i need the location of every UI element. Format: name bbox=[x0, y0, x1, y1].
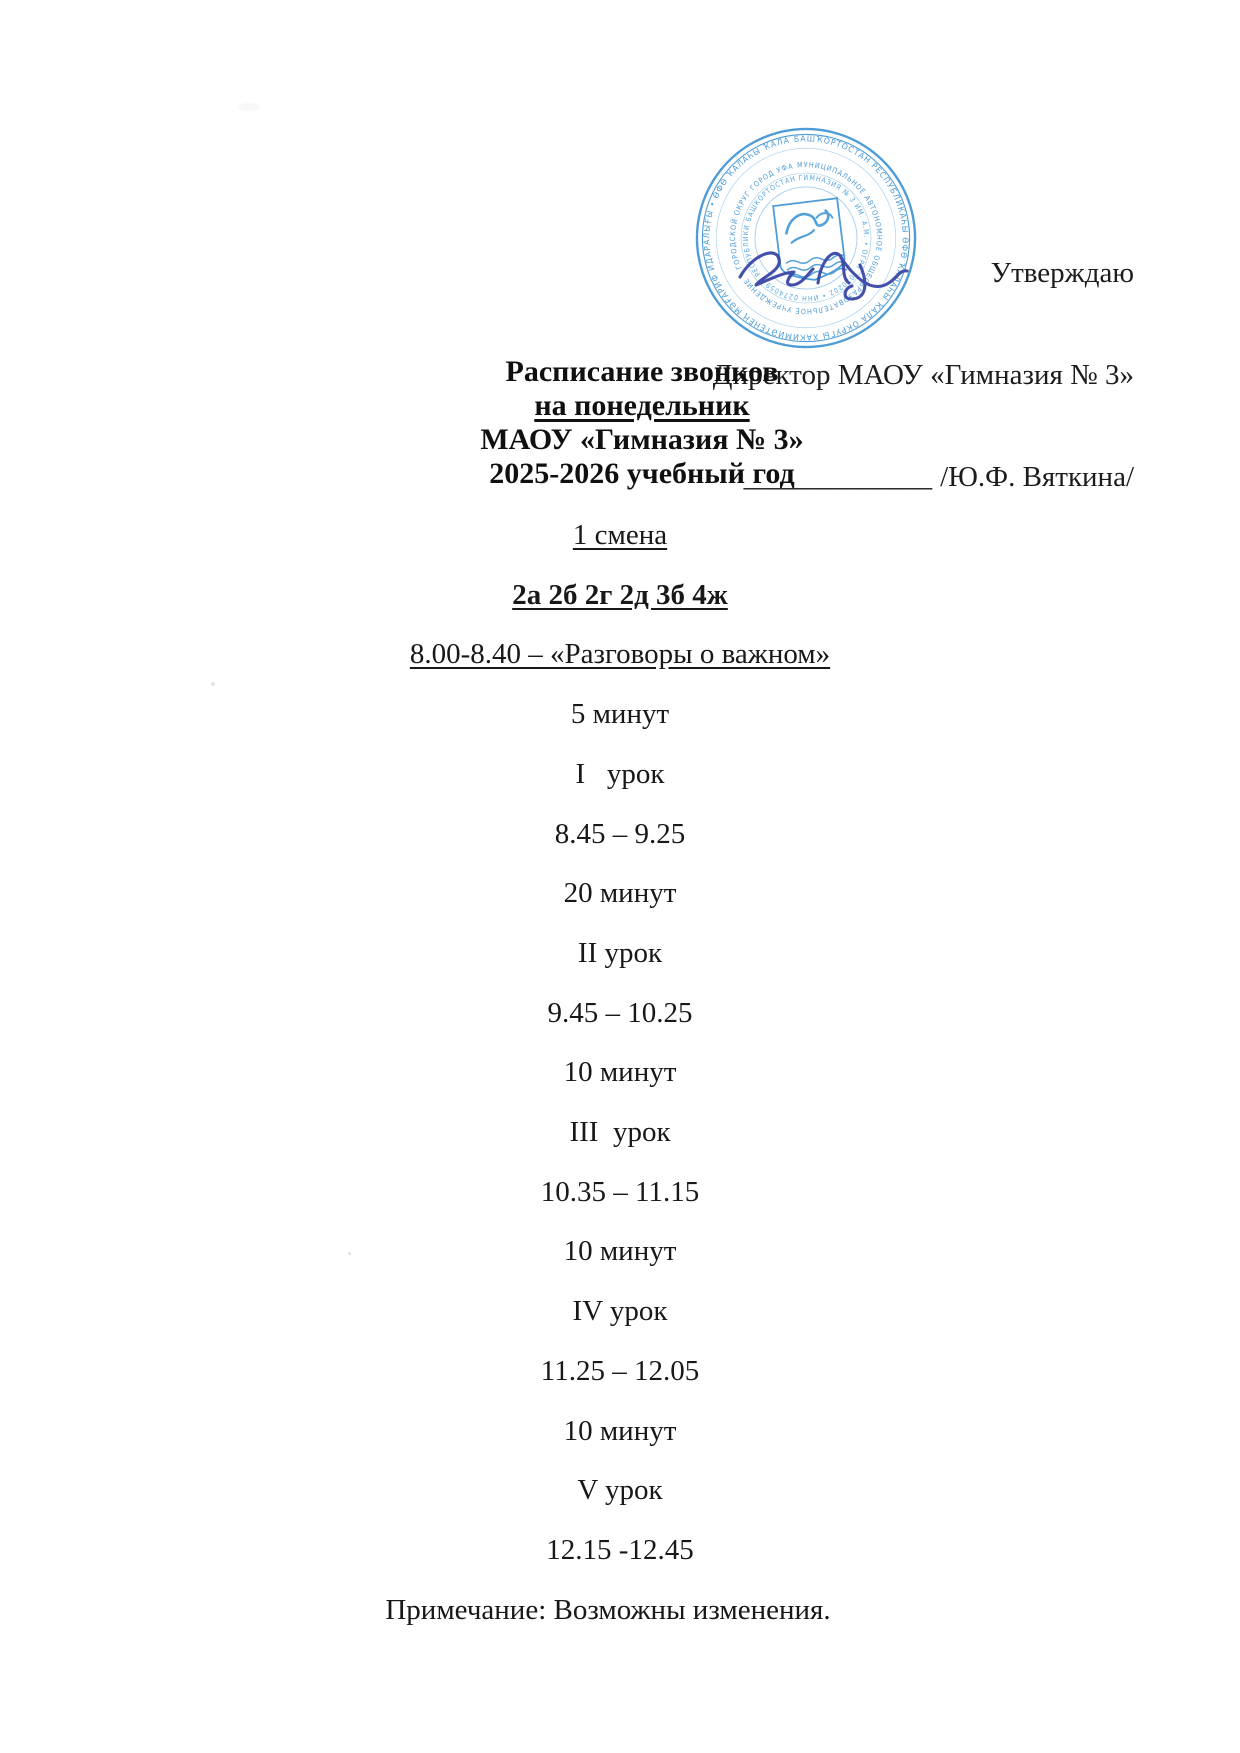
schedule-line: II урок bbox=[577, 936, 663, 969]
schedule-line: 5 минут bbox=[570, 698, 670, 731]
schedule-block bbox=[0, 506, 1240, 1640]
stamp-ring-text-outer: БАШҠОРТОСТАН РЕСПУБЛИКАҺЫ ӨФӨ ҠАЛАҺЫ ҠАЛА ОКРУГЫ ХАКИМИӘТЕНЕҢ МӘҒАРИФ ИДАРАЛЫҒЫ • ӨФӨ ҠАЛАҺЫ ҠАЛА bbox=[701, 133, 911, 343]
schedule-line: IV урок bbox=[572, 1295, 668, 1328]
schedule-line: 8.45 – 9.25 bbox=[554, 817, 686, 850]
stamp-ring-text-2: РЕСПУБЛИКАҺЫ ӨФӨ ҠАЛАҺЫ ХАКИМИӘТЕНЕҢ МӘҒАРИФ ИДАРАЛЫҒЫ • БАШҠОРТОСТАН РЕСПУБЛИКАҺЫ ӨФӨ bbox=[715, 147, 897, 329]
schedule-line: III урок bbox=[569, 1116, 671, 1149]
title-line-school: МАОУ «Гимназия № 3» bbox=[480, 423, 804, 456]
stamp-ring-text-4: ГИМНАЗИЯ № 3 ИМ. А.М. • ОГРН 1020202 • ИНН 0274059 • РЕСПУБЛИКИ БАШКОРТОСТАН bbox=[740, 172, 872, 304]
signature-underscore-line: _____________ bbox=[743, 461, 933, 493]
note-line: Примечание: Возможны изменения. bbox=[385, 1593, 831, 1626]
schedule-line: 10 минут bbox=[563, 1235, 677, 1268]
schedule-line: 9.45 – 10.25 bbox=[547, 996, 693, 1029]
document-title-block bbox=[22, 355, 1240, 491]
schedule-line: I урок bbox=[575, 757, 665, 790]
schedule-line: 12.15 -12.45 bbox=[546, 1533, 694, 1566]
approval-director-name: /Ю.Ф. Вяткина/ bbox=[940, 461, 1134, 493]
scan-artifact bbox=[238, 103, 260, 111]
schedule-line: 11.25 – 12.05 bbox=[540, 1354, 700, 1387]
shift-heading: 1 смена bbox=[572, 519, 668, 551]
schedule-line: 10 минут bbox=[563, 1056, 677, 1089]
schedule-line: 20 минут bbox=[563, 877, 677, 910]
stamp-ring-text-3: МУНИЦИПАЛЬНОЕ АВТОНОМНОЕ ОБЩЕОБРАЗОВАТЕЛЬНОЕ УЧРЕЖДЕНИЕ • ГОРОДСКОЙ ОКРУГ ГОРОД УФА bbox=[728, 160, 884, 316]
first-event-line: 8.00-8.40 – «Разговоры о важном» bbox=[409, 638, 831, 671]
schedule-line: 10 минут bbox=[563, 1414, 677, 1447]
approval-director-line: Директор МАОУ «Гимназия № 3» bbox=[712, 359, 1134, 391]
approval-approve-word: Утверждаю bbox=[990, 257, 1134, 289]
title-line-day: на понедельник bbox=[534, 389, 750, 422]
schedule-line: V урок bbox=[577, 1474, 663, 1507]
title-line-schedule: Расписание звонков bbox=[505, 355, 779, 388]
classes-list: 2а 2б 2г 2д 3б 4ж bbox=[512, 578, 728, 611]
title-line-year: 2025-2026 учебный год bbox=[489, 457, 795, 490]
schedule-line: 10.35 – 11.15 bbox=[540, 1175, 700, 1208]
